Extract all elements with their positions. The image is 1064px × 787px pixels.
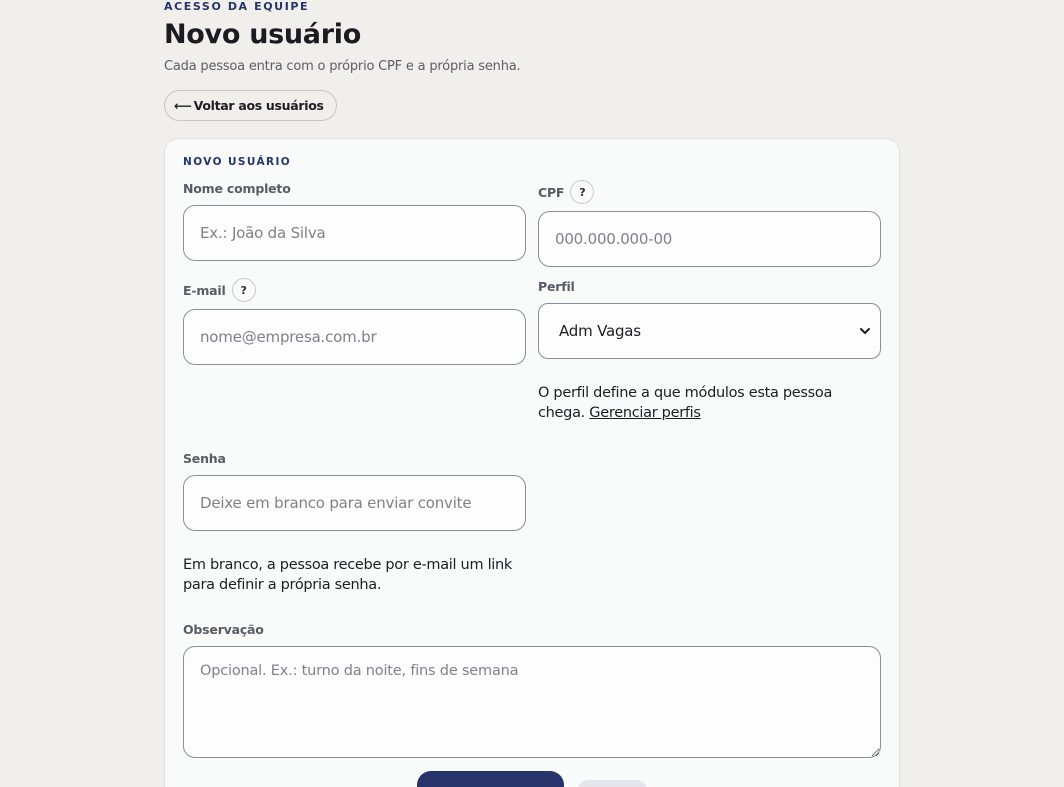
- manage-profiles-link[interactable]: Gerenciar perfis: [589, 405, 701, 421]
- profile-label-text: Perfil: [538, 279, 575, 294]
- page-subtitle: Cada pessoa entra com o próprio CPF e a própria senha.: [164, 59, 521, 74]
- profile-select-value: Adm Vagas: [559, 322, 641, 340]
- profile-label: [538, 279, 575, 294]
- chevron-down-icon: [858, 324, 872, 338]
- profile-hint-text: O perfil define a que módulos esta pessoa chega.: [538, 385, 833, 421]
- profile-select[interactable]: [538, 303, 881, 359]
- cpf-label: [538, 180, 594, 204]
- password-label-text: Senha: [183, 451, 226, 466]
- email-label: [183, 278, 256, 302]
- page-container: [164, 0, 900, 637]
- page-title: Novo usuário: [164, 19, 361, 50]
- password-label: [183, 451, 226, 466]
- new-user-form-card: [164, 138, 900, 787]
- notes-label-text: Observação: [183, 622, 264, 637]
- cancel-button[interactable]: [577, 780, 648, 787]
- form-section-title: NOVO USUÁRIO: [183, 156, 292, 168]
- name-input[interactable]: [183, 205, 526, 261]
- arrow-left-icon: ⟵: [174, 98, 192, 113]
- name-label-text: Nome completo: [183, 181, 291, 196]
- submit-button[interactable]: [417, 771, 564, 787]
- notes-label: [183, 622, 264, 637]
- password-input[interactable]: [183, 475, 526, 531]
- back-to-users-button[interactable]: [164, 90, 337, 121]
- profile-hint: [538, 383, 858, 423]
- name-label: [183, 181, 291, 196]
- password-hint: Em branco, a pessoa recebe por e-mail um link para definir a própria senha.: [183, 557, 513, 593]
- cpf-help-icon[interactable]: ?: [570, 180, 594, 204]
- email-input[interactable]: [183, 309, 526, 365]
- page-eyebrow: ACESSO DA EQUIPE: [164, 0, 310, 13]
- back-button-label: Voltar aos usuários: [193, 98, 324, 113]
- notes-textarea[interactable]: [183, 646, 881, 758]
- cpf-input[interactable]: [538, 211, 881, 267]
- email-label-text: E-mail: [183, 282, 226, 298]
- cpf-label-text: CPF: [538, 184, 565, 200]
- email-help-icon[interactable]: ?: [232, 278, 256, 302]
